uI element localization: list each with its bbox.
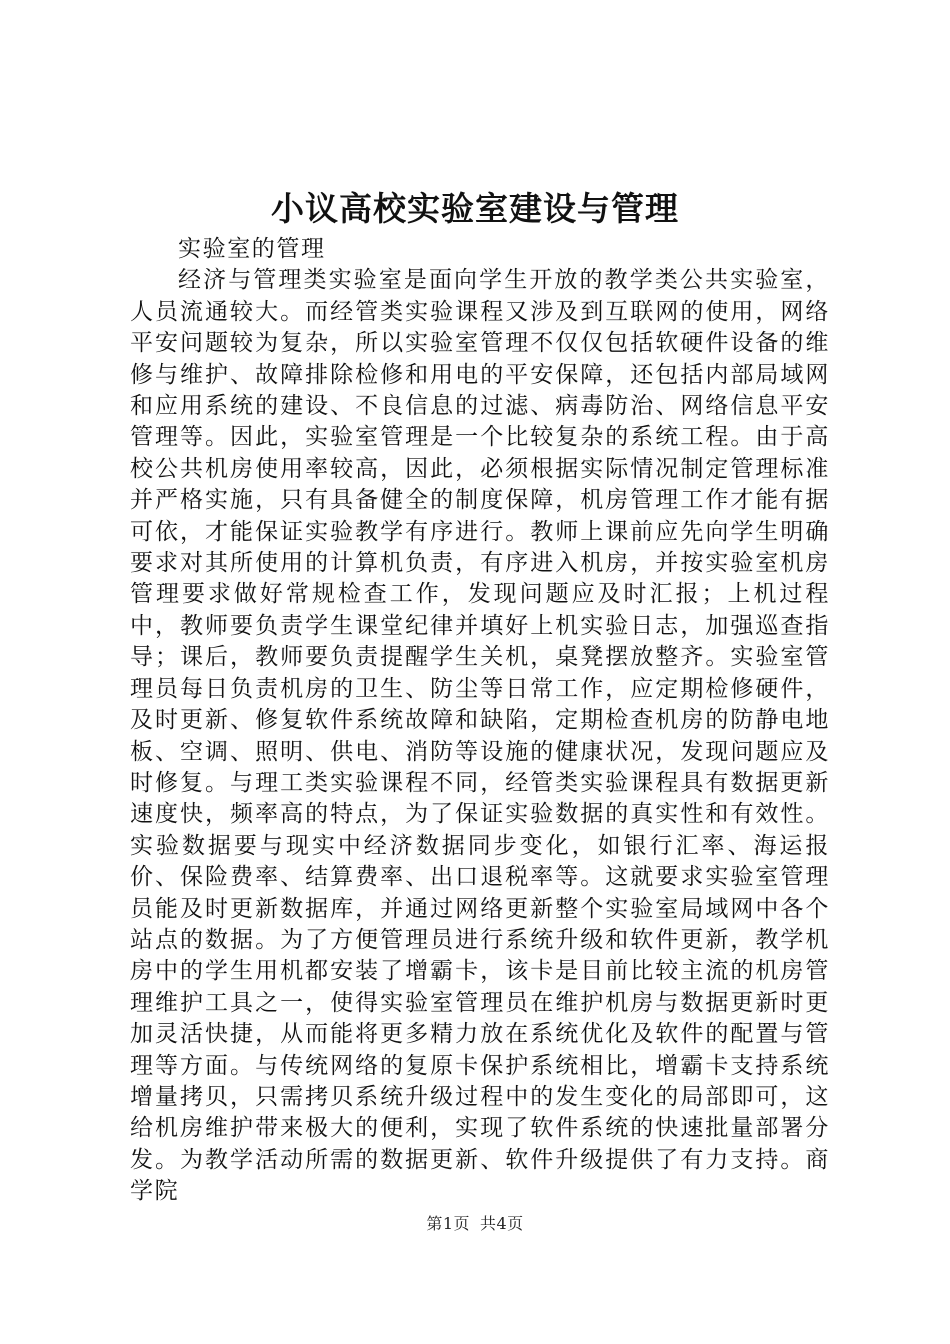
page-footer [0, 1213, 950, 1235]
document-title: 小议高校实验室建设与管理 [271, 189, 679, 228]
document-body [130, 234, 830, 1208]
page-total: 共4页 [480, 1214, 524, 1233]
section-heading: 实验室的管理 [178, 236, 326, 262]
page-number: 第1页 [426, 1214, 470, 1233]
body-paragraph: 经济与管理类实验室是面向学生开放的教学类公共实验室，人员流通较大。而经管类实验课程又涉及到互联网的使用，网络平安问题较为复杂，所以实验室管理不仅仅包括软硬件设备的维修与维护、故障排除检修和用电的平安保障，还包括内部局域网和应用系统的建设、不良信息的过滤、病毒防治、网络信息平安管理等。因此，实验室管理是一个比较复杂的系统工程。由于高校公共机房使用率较高，因此，必须根据实际情况制定管理标准并严格实施，只有具备健全的制度保障，机房管理工作才能有据可依，才能保证实验教学有序进行。教师上课前应先向学生明确要求对其所使用的计算机负责，有序进入机房，并按实验室机房管理要求做好常规检查工作，发现问题应及时汇报；上机过程中，教师要负责学生课堂纪律并填好上机实验日志，加强巡查指导；课后，教师要负责提醒学生关机，桌凳摆放整齐。实验室管理员每日负责机房的卫生、防尘等日常工作，应定期检修硬件，及时更新、修复软件系统故障和缺陷，定期检查机房的防静电地板、空调、照明、供电、消防等设施的健康状况，发现问题应及时修复。与理工类实验课程不同，经管类实验课程具有数据更新速度快，频率高的特点，为了保证实验数据的真实性和有效性。实验数据要与现实中经济数据同步变化，如银行汇率、海运报价、保险费率、结算费率、出口退税率等。这就要求实验室管理员能及时更新数据库，并通过网络更新整个实验室局域网中各个站点的数据。为了方便管理员进行系统升级和软件更新，教学机房中的学生用机都安装了增霸卡，该卡是目前比较主流的机房管理维护工具之一，使得实验室管理员在维护机房与数据更新时更加灵活快捷，从而能将更多精力放在系统优化及软件的配置与管理等方面。与传统网络的复原卡保护系统相比，增霸卡支持系统增量拷贝，只需拷贝系统升级过程中的发生变化的局部即可，这给机房维护带来极大的便利，实现了软件系统的快速批量部署分发。为教学活动所需的数据更新、软件升级提供了有力支持。商学院 [130, 267, 830, 1205]
